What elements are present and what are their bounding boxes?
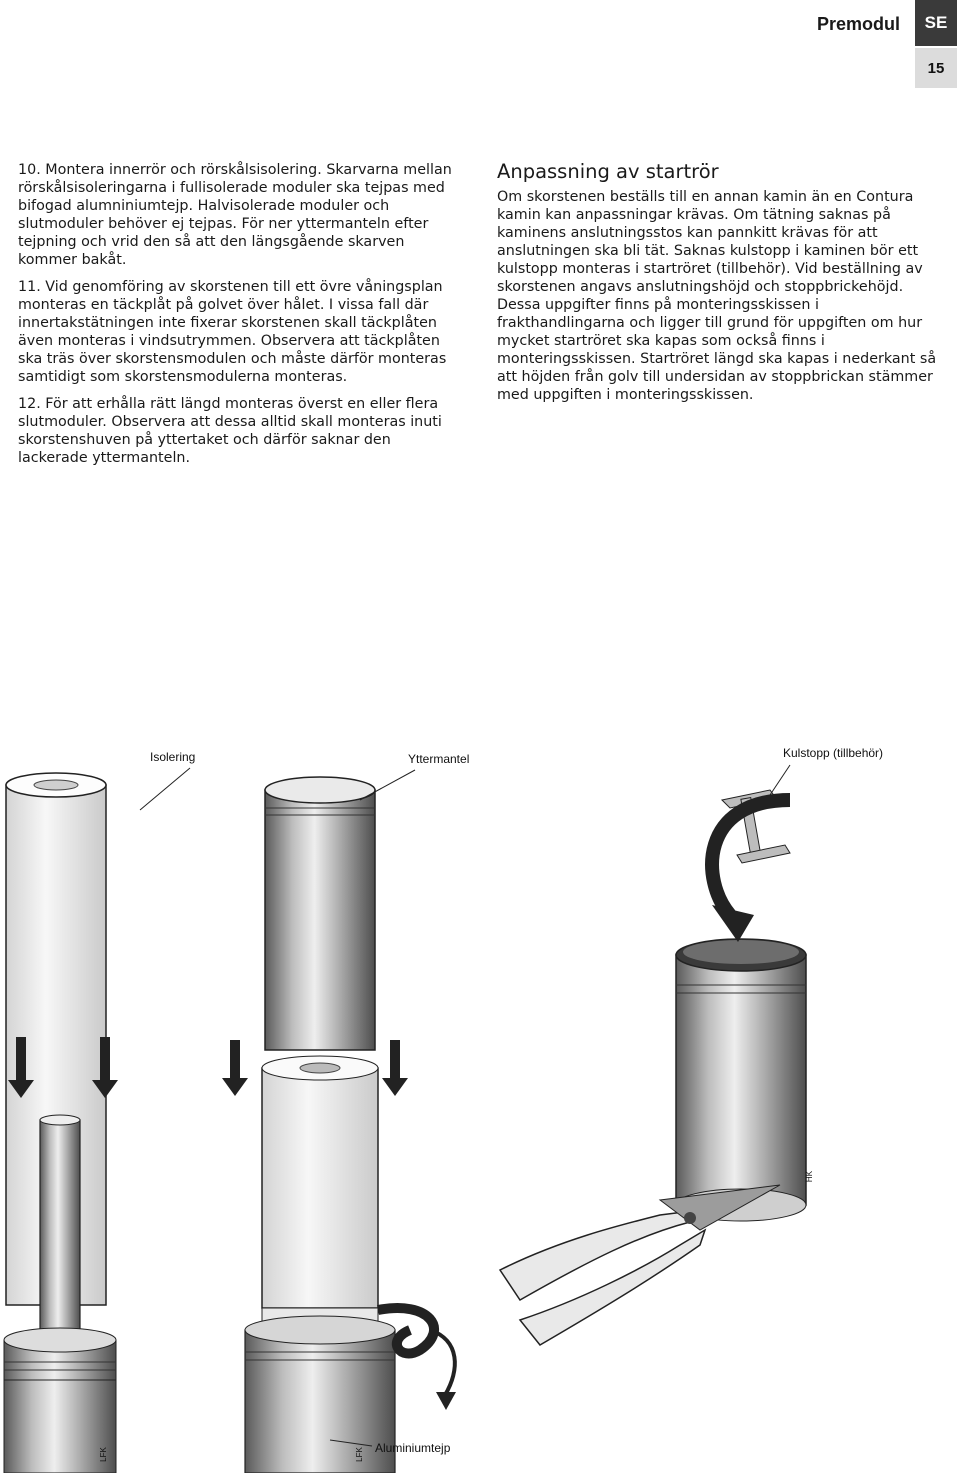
leader-kulstopp	[770, 765, 790, 795]
section-body: Om skorstenen beställs till en annan kamin än en Contura kamin kan anpassningar krävas. Om tätning saknas på kaminens anslutningsstos kan pannkitt krävas för att anslutningen ska bli tät. Saknas kulstopp i kaminen bör ett kulstopp monteras i startröret (tillbehör). Vid beställning av skorstenen angavs anslutningshöjd och stoppbrickehöjd. Dessa uppgifter finns på monteringsskissen i frakthandlingarna och ligger till grund för uppgiften om hur mycket startröret ska kapas som också finns i monteringsskissen. Startröret längd ska kapas i nederkant så att höjden från golv till undersidan av stoppbrickan stämmer med uppgiften i monteringsskissen.	[497, 189, 937, 403]
illustrator-initials: LFK	[98, 1447, 108, 1462]
starter-pipe	[676, 939, 806, 1221]
insulated-pipe-middle	[245, 1056, 395, 1473]
label-aluminiumtejp: Aluminiumtejp	[375, 1441, 451, 1455]
outer-jacket-cylinder	[265, 777, 375, 1050]
step-10: 10. Montera innerrör och rörskålsisolering. Skarvarna mellan rörskålsisoleringarna i fullisolerade moduler ska tejpas med bifogad alumniniumtejp. Halvisolerade moduler och slutmoduler behöver ej tejpas. För ner yttermanteln efter tejpning och vrid den så att den längsgående skarven kommer bakåt.	[18, 162, 452, 268]
step-11: 11. Vid genomföring av skorstenen till ett övre våningsplan monteras en täckplåt på golvet över hålet. I vissa fall där innertakstätningen inte fixerar skorstenen skall täckplåten även monteras i vindsutrymmen. Observera att täckplåten ska träs över skorstensmodulen och måste därför monteras samtidigt som skorstensmodulerna monteras.	[18, 279, 447, 385]
right-column	[497, 160, 937, 413]
tin-snips-tool	[500, 1185, 780, 1345]
label-isolering: Isolering	[150, 750, 196, 764]
section-heading: Anpassning av startrör	[497, 160, 719, 183]
step-12: 12. För att erhålla rätt längd monteras överst en eller flera slutmoduler. Observera att dessa alltid skall monteras inuti skorstenshuven på yttertaket och därför saknar den lackerade yttermanteln.	[18, 396, 442, 466]
label-kulstopp: Kulstopp (tillbehör)	[783, 746, 884, 760]
illustrator-initials: LFK	[354, 1447, 364, 1462]
leader-isolering	[140, 768, 190, 810]
page-number: 15	[915, 48, 957, 88]
installation-illustration	[0, 740, 960, 1473]
header-title: Premodul	[816, 14, 900, 34]
illustrator-initials: HK	[805, 1170, 815, 1183]
label-yttermantel: Yttermantel	[408, 752, 470, 766]
left-column	[18, 161, 458, 476]
language-badge: SE	[915, 0, 957, 46]
